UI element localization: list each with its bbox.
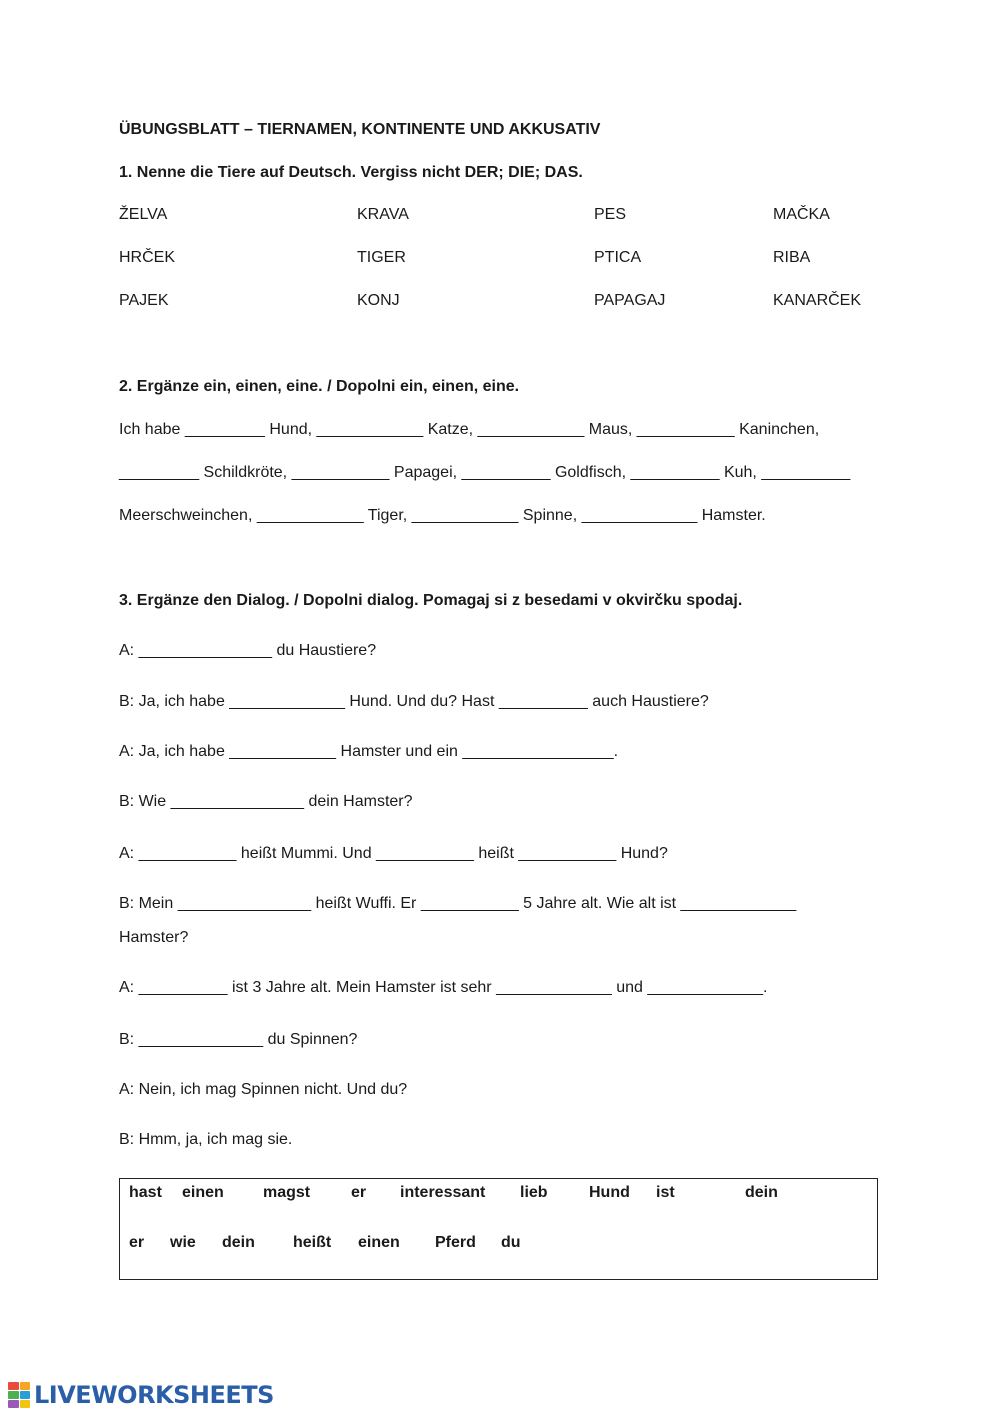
animal-word: RIBA xyxy=(773,249,811,266)
dialog-line: A: Ja, ich habe ____________ Hamster und ein _________________. xyxy=(119,743,619,760)
animal-word: TIGER xyxy=(357,249,406,266)
word-bank-item: du xyxy=(501,1234,521,1251)
animal-word: HRČEK xyxy=(119,249,176,266)
word-bank-item: er xyxy=(351,1184,367,1201)
word-bank-item: Hund xyxy=(589,1184,630,1201)
dialog-line: A: Nein, ich mag Spinnen nicht. Und du? xyxy=(119,1081,408,1098)
animal-word: PES xyxy=(594,206,627,223)
exercise-2-line: Meerschweinchen, ____________ Tiger, ____________ Spinne, _____________ Hamster. xyxy=(119,507,766,524)
word-bank-box xyxy=(119,1178,878,1280)
dialog-line: B: Mein _______________ heißt Wuffi. Er ___________ 5 Jahre alt. Wie alt ist _____________ xyxy=(119,895,797,912)
blocks-icon xyxy=(8,1382,30,1408)
dialog-line: B: Hmm, ja, ich mag sie. xyxy=(119,1131,293,1148)
word-bank-item: dein xyxy=(222,1234,255,1251)
word-bank-item: einen xyxy=(182,1184,224,1201)
block xyxy=(8,1400,19,1408)
exercise-2-heading: 2. Ergänze ein, einen, eine. / Dopolni ein, einen, eine. xyxy=(119,378,520,395)
exercise-3-heading: 3. Ergänze den Dialog. / Dopolni dialog. Pomagaj si z besedami v okvirčku spodaj. xyxy=(119,592,743,609)
word-bank-item: wie xyxy=(170,1234,196,1251)
animal-word: MAČKA xyxy=(773,206,830,223)
dialog-line: B: Ja, ich habe _____________ Hund. Und du? Hast __________ auch Haustiere? xyxy=(119,693,709,710)
block xyxy=(8,1382,19,1390)
dialog-line: B: Wie _______________ dein Hamster? xyxy=(119,793,413,810)
page-title: ÜBUNGSBLATT – TIERNAMEN, KONTINENTE UND AKKUSATIV xyxy=(119,121,601,138)
exercise-1-heading: 1. Nenne die Tiere auf Deutsch. Vergiss nicht DER; DIE; DAS. xyxy=(119,164,583,181)
animal-word: PAJEK xyxy=(119,292,169,309)
animal-word: KANARČEK xyxy=(773,292,862,309)
word-bank-item: Pferd xyxy=(435,1234,476,1251)
block xyxy=(20,1382,31,1390)
dialog-line: B: ______________ du Spinnen? xyxy=(119,1031,358,1048)
exercise-2-line: Ich habe _________ Hund, ____________ Katze, ____________ Maus, ___________ Kaninchen, xyxy=(119,421,820,438)
animal-word: ŽELVA xyxy=(119,206,168,223)
animal-word: PAPAGAJ xyxy=(594,292,666,309)
word-bank-item: interessant xyxy=(400,1184,486,1201)
dialog-line: A: __________ ist 3 Jahre alt. Mein Hamster ist sehr _____________ und _____________. xyxy=(119,979,768,996)
block xyxy=(8,1391,19,1399)
animal-word: KRAVA xyxy=(357,206,409,223)
word-bank-item: einen xyxy=(358,1234,400,1251)
exercise-2-line: _________ Schildkröte, ___________ Papagei, __________ Goldfisch, __________ Kuh, __________ xyxy=(119,464,851,481)
word-bank-item: magst xyxy=(263,1184,311,1201)
dialog-line: A: ___________ heißt Mummi. Und ___________ heißt ___________ Hund? xyxy=(119,845,668,862)
word-bank-item: dein xyxy=(745,1184,778,1201)
word-bank-item: hast xyxy=(129,1184,162,1201)
liveworksheets-logo[interactable] xyxy=(8,1380,274,1410)
logo-text: LIVEWORKSHEETS xyxy=(34,1381,274,1409)
word-bank-item: lieb xyxy=(520,1184,548,1201)
animal-word: KONJ xyxy=(357,292,400,309)
dialog-line: Hamster? xyxy=(119,929,189,946)
dialog-line: A: _______________ du Haustiere? xyxy=(119,642,377,659)
block xyxy=(20,1391,31,1399)
block xyxy=(20,1400,31,1408)
word-bank-item: heißt xyxy=(293,1234,332,1251)
word-bank-item: ist xyxy=(656,1184,675,1201)
animal-word: PTICA xyxy=(594,249,642,266)
word-bank-item: er xyxy=(129,1234,145,1251)
